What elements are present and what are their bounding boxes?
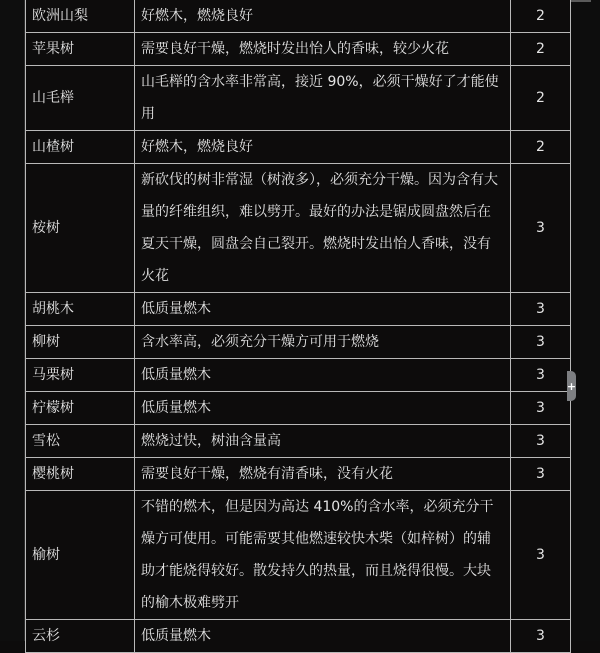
top-edge-divider <box>569 0 591 2</box>
wood-description: 好燃木，燃烧良好 <box>135 131 511 164</box>
wood-description: 低质量燃木 <box>135 620 511 653</box>
wood-description: 燃烧过快，树油含量高 <box>135 425 511 458</box>
wood-description: 含水率高，必须充分干燥方可用于燃烧 <box>135 326 511 359</box>
wood-rating: 3 <box>511 164 571 293</box>
wood-description: 低质量燃木 <box>135 392 511 425</box>
wood-description: 低质量燃木 <box>135 293 511 326</box>
wood-description: 山毛榉的含水率非常高，接近 90%，必须干燥好了才能使用 <box>135 66 511 131</box>
wood-name: 桉树 <box>26 164 135 293</box>
wood-rating: 2 <box>511 131 571 164</box>
wood-description: 需要良好干燥，燃烧有清香味，没有火花 <box>135 458 511 491</box>
wood-name: 苹果树 <box>26 33 135 66</box>
table-row <box>26 359 571 392</box>
wood-rating: 3 <box>511 293 571 326</box>
wood-name: 柳树 <box>26 326 135 359</box>
wood-rating: 3 <box>511 491 571 620</box>
wood-name: 柠檬树 <box>26 392 135 425</box>
table-row <box>26 425 571 458</box>
wood-rating: 3 <box>511 425 571 458</box>
wood-name: 马栗树 <box>26 359 135 392</box>
wood-name: 山毛榉 <box>26 66 135 131</box>
wood-rating: 2 <box>511 66 571 131</box>
wood-rating: 3 <box>511 326 571 359</box>
wood-name: 樱桃树 <box>26 458 135 491</box>
table-row <box>26 326 571 359</box>
firewood-table <box>25 0 571 653</box>
table-row <box>26 164 571 293</box>
table-row <box>26 33 571 66</box>
wood-rating: 3 <box>511 458 571 491</box>
wood-name: 云杉 <box>26 620 135 653</box>
wood-description: 好燃木，燃烧良好 <box>135 0 511 33</box>
wood-description: 低质量燃木 <box>135 359 511 392</box>
plus-icon: + <box>566 379 577 393</box>
wood-description: 不错的燃木，但是因为高达 410%的含水率，必须充分干燥方可使用。可能需要其他燃速较快木柴（如梓树）的辅助才能烧得较好。散发持久的热量，而且烧得很慢。大块的榆木极难劈开 <box>135 491 511 620</box>
table-row <box>26 491 571 620</box>
wood-description: 需要良好干燥，燃烧时发出怡人的香味，较少火花 <box>135 33 511 66</box>
wood-name: 欧洲山梨 <box>26 0 135 33</box>
wood-name: 山楂树 <box>26 131 135 164</box>
table-row <box>26 293 571 326</box>
wood-rating: 2 <box>511 33 571 66</box>
wood-rating: 3 <box>511 620 571 653</box>
left-margin <box>0 0 25 641</box>
table-row <box>26 0 571 33</box>
wood-name: 榆树 <box>26 491 135 620</box>
wood-rating: 3 <box>511 392 571 425</box>
table-row <box>26 392 571 425</box>
wood-name: 雪松 <box>26 425 135 458</box>
side-expand-handle[interactable] <box>567 371 576 401</box>
wood-name: 胡桃木 <box>26 293 135 326</box>
wood-rating: 2 <box>511 0 571 33</box>
table-row <box>26 620 571 653</box>
wood-description: 新砍伐的树非常湿（树液多），必须充分干燥。因为含有大量的纤维组织，难以劈开。最好的办法是锯成圆盘然后在夏天干燥，圆盘会自己裂开。燃烧时发出怡人香味，没有火花 <box>135 164 511 293</box>
table-row <box>26 66 571 131</box>
table-row <box>26 131 571 164</box>
wood-rating: 3 <box>511 359 571 392</box>
right-margin <box>566 0 600 641</box>
table-row <box>26 458 571 491</box>
